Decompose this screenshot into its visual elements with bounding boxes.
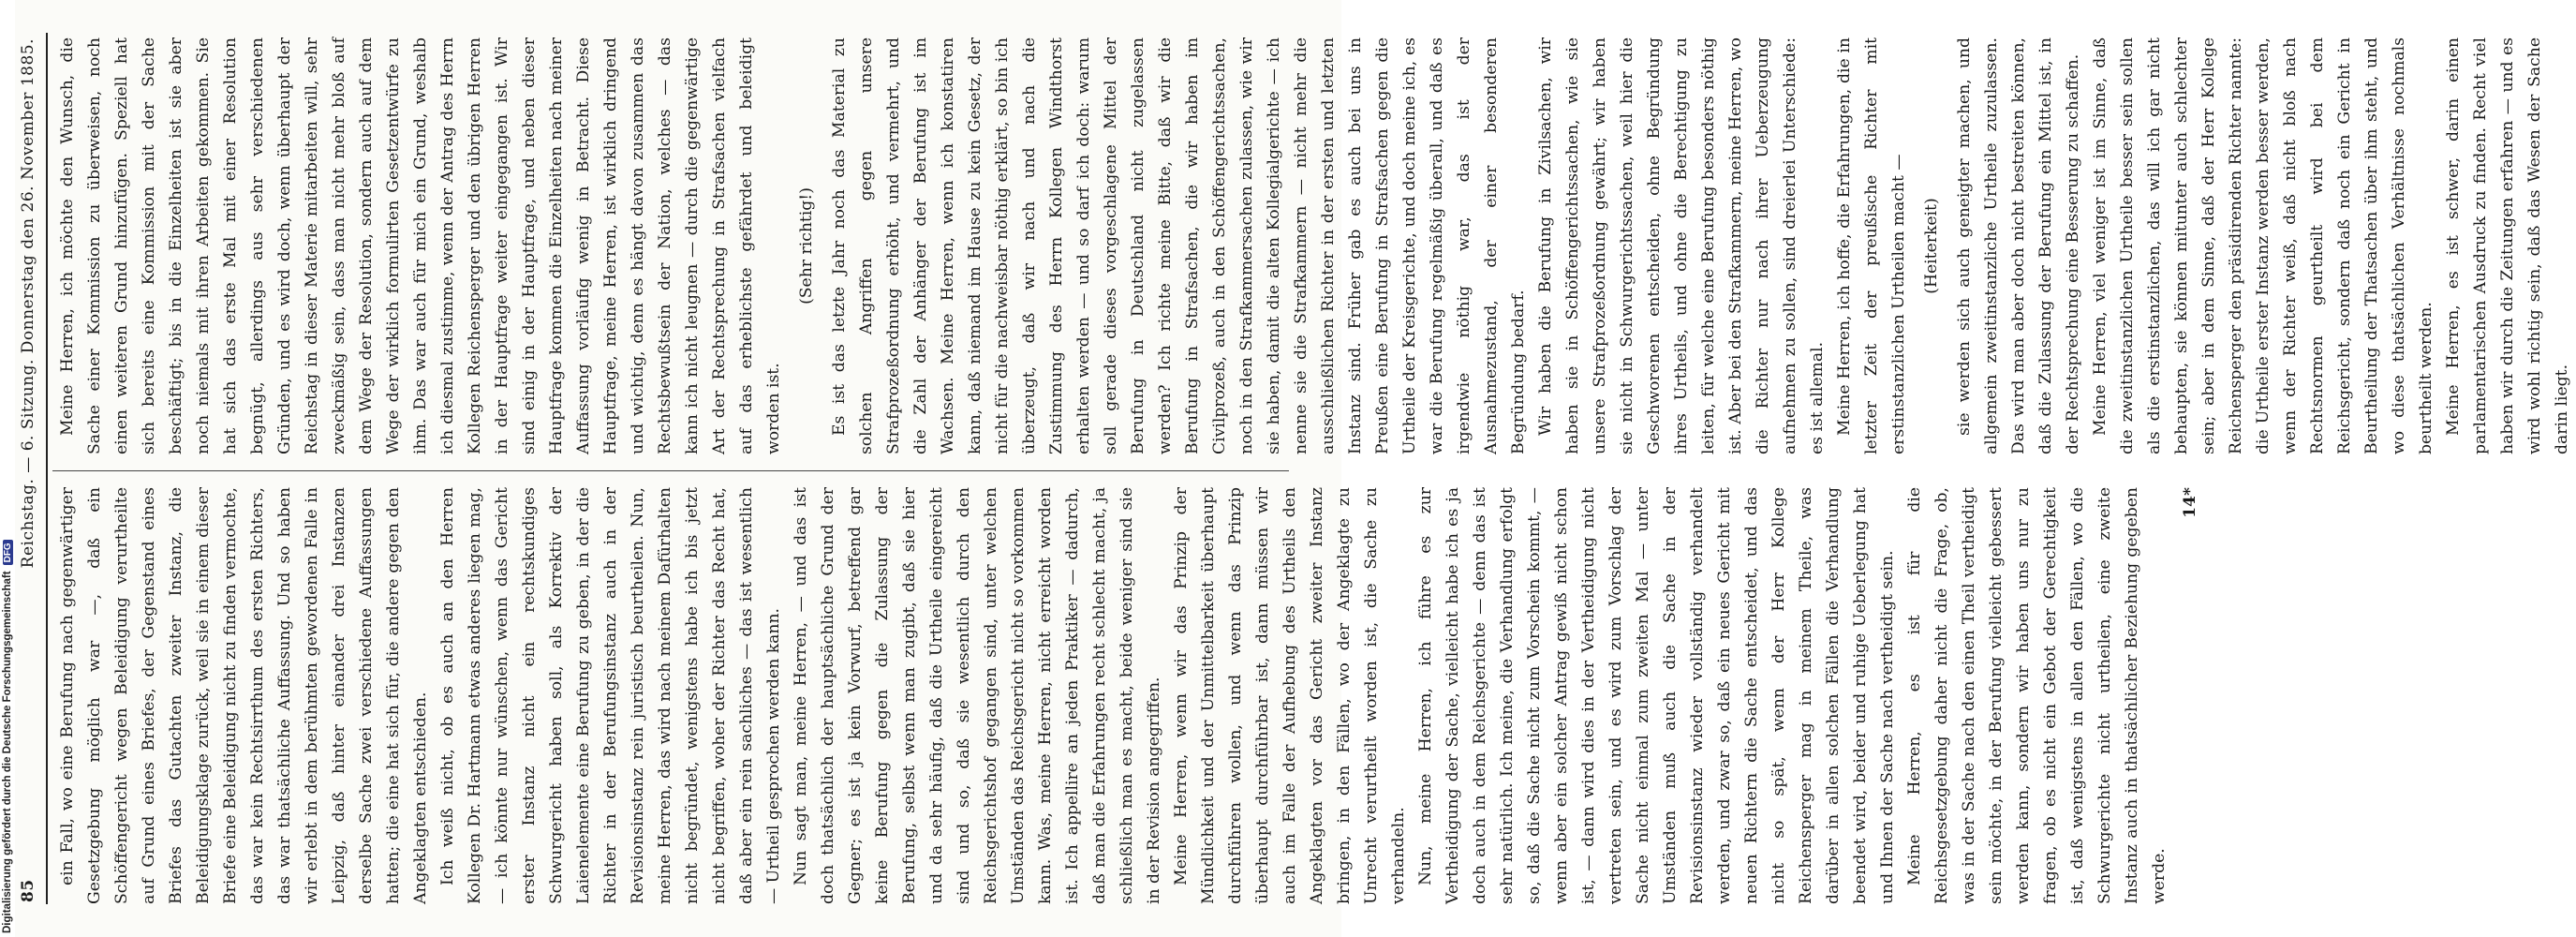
dfg-logo: DFG [3,540,13,565]
paragraph: Nun sagt man, meine Herren, — und das ist doch thatsächlich der hauptsächliche Grund der Gegner; es ist ja kein Vorwurf, betreffend gar keine Berufung gegen die Zulassung der Berufung, selbst wenn man zugibt, daß sie hier und da sehr häufig, daß die Urtheile eingereicht sind und so, daß sie wesentlich durch den Reichsgerichtshof gegangen sind, unter welchen Umständen das Reichsgericht nicht so vorkommen kann. Was, meine Herren, nicht erreicht worden ist. Ich appellire an jeden Praktiker — dadurch, daß man die Erfahrungen recht schlecht macht, ja schließlich man es macht, beide weniger sind sie in der Revision angegriffen. [792,487,1163,904]
page-number: 85 [19,879,37,902]
paragraph: Meine Herren, ich hoffe, die Erfahrungen, die in letzter Zeit der preußische Richter mit erstinstanzlichen Urtheilen macht — [1835,37,1908,454]
digitization-credit [0,0,15,937]
page-title: Reichstag. — 6. Sitzung. Donnerstag den 26. November 1885. [19,38,37,569]
text-column-right [54,37,2571,454]
paragraph: (Heiterkeit) [1922,198,1941,294]
rotated-newspaper-page [15,33,2571,904]
paragraph: Ich weiß nicht, ob es auch an den Herren Kollegen Dr. Hartmann etwas anderes liegen mag, — ich könnte nur wünschen, wenn das Gericht erster Instanz nicht ein rechtskundiges Schwurgericht haben soll, als Korrektiv der Laienelemente eine Berufung zu geben, in der die Richter in der Berufungsinstanz auch in der Revisionsinstanz rein juristisch beurtheilen. Nun, meine Herren, das wird nach meinem Dafürhalten nicht begründet, wenigstens habe ich bis jetzt nicht begriffen, woher der Richter das Recht hat, daß aber ein rein sachliches — das ist wesentlich — Urtheil gesprochen werden kann. [438,487,783,904]
paragraph: Meine Herren, ich möchte den Wunsch, die Sache einer Kommission zu überweisen, noch einen weiteren Grund hinzufügen. Speziell hat sich bereits eine Kommission mit der Sache beschäftigt; bis in die Einzelheiten ist sie aber noch niemals mit ihren Arbeiten gekommen. Sie hat sich das erste Mal mit einer Resolution begnügt, allerdings aus sehr verschiedenen Gründen, und es wird doch, wenn überhaupt der Reichstag in dieser Materie mitarbeiten will, sehr zweckmäßig sein, dass man nicht mehr bloß auf dem Wege der Resolution, sondern auch auf dem Wege der wirklich formulirten Gesetzentwürfe zu ihm. Das war auch für mich ein Grund, weshalb ich diesmal zustimme, wenn der Antrag des Herrn Kollegen Reichensperger und den übrigen Herren in der Hauptfrage weiter eingegangen ist. Wir sind einig in der Hauptfrage, und neben dieser Hauptfrage kommen die Einzelheiten nach meiner Auffassung vorläufig wenig in Betracht. Diese Hauptfrage, meine Herren, ist wirklich dringend und wichtig, denn es hängt davon zusammen das Rechtsbewußtsein der Nation, welches — das kann ich nicht leugnen — durch die gegenwärtige Art der Rechtsprechung in Strafsachen vielfach auf das erheblichste gefährdet und beleidigt worden ist. [58,37,783,454]
paragraph: sie werden sich auch geneigter machen, und allgemein zweitinstanzliche Urtheile zuzulassen. Das wird man aber doch nicht bestreiten können, daß die Zulassung der Berufung ein Mittel ist, in der Rechtsprechung eine Besserung zu schaffen. [1955,37,2082,454]
paragraph: Es ist das letzte Jahr noch das Material zu solchen Angriffen gegen unsere Strafprozeßordnung erhöht, und vermehrt, und die Zahl der Anhänger der Berufung ist im Wachsen. Meine Herren, wenn ich konstatiren kann, daß niemand im Hause zu kein Gesetz, der nicht für die nachweisbar nöthig erklärt, so bin ich überzeugt, daß wir nach und nach die Zustimmung des Herrn Kollegen Windthorst erhalten werden — und so darf ich doch: warum soll gerade dieses vorgeschlagene Mittel der Berufung in Deutschland nicht zugelassen werden? Ich richte meine Bitte, daß wir die Berufung in Strafsachen, die wir haben im Civilprozeß, auch in den Schöffengerichtssachen, noch in den Strafkammersachen zulassen, wie wir sie haben, damit die alten Kollegialgerichte — ich nenne sie die Strafkammern — nicht mehr die ausschließlichen Richter in der ersten und letzten Instanz sind. Früher gab es auch bei uns in Preußen eine Berufung in Strafsachen gegen die Urtheile der Kreisgerichte, und doch meine ich, es war die Berufung regelmäßig überall, und daß es irgendwie nöthig war, das ist der Ausnahmezustand, der einer besonderen Begründung bedarf. [830,37,1528,454]
paragraph: ein Fall, wo eine Berufung nach gegenwärtiger Gesetzgebung möglich war —, daß ein Schöffengericht wegen Beleidigung verurtheilte auf Grund eines Briefes, der Gegenstand eines Briefes das Gutachten zweiter Instanz, die Beleidigungsklage zurück, weil sie in einem dieser Briefe eine Beleidigung nicht zu finden vermochte, das war kein Rechtsirrthum des ersten Richters, das war thatsächliche Auffassung. Und so haben wir erlebt in dem berühmten gewordenen Falle in Leipzig, daß hinter einander drei Instanzen derselbe Sache zwei verschiedene Auffassungen hatten; die eine hat sich für, die andere gegen den Angeklagten entschieden. [58,487,430,904]
text-column-left [54,487,2199,904]
paragraph: (Sehr richtig!) [797,187,816,305]
paragraph: Meine Herren, viel weniger ist im Sinne, daß die zweitinstanzlichen Urtheile besser sein sollen als die erstinstanzlichen, das will ich gar nicht behaupten, sie können mitunter auch schlechter sein; aber in dem Sinne, daß der Herr Kollege Reichensperger den präsidirenden Richter nannte: die Urtheile erster Instanz werden besser werden, wenn der Richter weiß, daß nicht bloß nach Rechtsnormen geurtheilt wird bei dem Reichsgericht, sondern daß noch ein Gericht in Beurtheilung der Thatsachen über ihm steht, und wo diese thatsächlichen Verhältnisse nochmals beurtheilt werden. [2091,37,2435,454]
column-divider [52,470,1289,471]
paragraph: Meine Herren, es ist für die Reichsgesetzgebung daher nicht die Frage, ob, was in der Sache nach den einen Theil vertheidigt sein möchte, in der Berufung vielleicht gebessert werden kann, sondern wir haben uns nur zu fragen, ob es nicht ein Gebot der Gerechtigkeit ist, daß wenigstens in allen den Fällen, wo die Schwurgerichte nicht urtheilen, eine zweite Instanz auch in thatsächlicher Beziehung gegeben werde. [1905,487,2169,904]
paragraph: Nun, meine Herren, ich führe es zur Vertheidigung der Sache, vielleicht habe ich es ja doch auch in dem Reichsgerichte — denn das ist sehr natürlich. Ich meine, die Verhandlung erfolgt so, daß die Sache nicht zum Vorschein kommt, — wenn aber ein solcher Antrag gewiß nicht schon ist, — dann wird dies in der Vertheidigung nicht vertreten sein, und es wird zum Vorschlag der Sache nicht einmal zum zweiten Mal — unter Umständen muß auch die Sache in der Revisionsinstanz wieder vollständig verhandelt werden, und zwar so, daß ein neues Gericht mit neuen Richtern die Sache entscheidet, und das nicht so spät, wenn der Herr Kollege Reichensperger mag in meinem Theile, was darüber in allen solchen Fällen die Verhandlung beendet wird, beider und ruhige Ueberlegung hat und Ihnen der Sache nach vertheidigt sein. [1416,487,1897,904]
paragraph: Meine Herren, wenn wir das Prinzip der Mündlichkeit und der Unmittelbarkeit überhaupt durchführen wollen, und wenn das Prinzip überhaupt durchführbar ist, dann müssen wir auch im Falle der Aufhebung des Urtheils den Angeklagten vor das Gericht zweiter Instanz bringen, in den Fällen, wo der Angeklagte zu Unrecht verurtheilt worden ist, die Sache zu verhandeln. [1172,487,1408,904]
signature-mark: 14* [2181,487,2199,518]
digitization-credit-text: Digitalisierung gefördert durch die Deutsche Forschungsgemeinschaft [2,571,13,933]
paragraph: Wir haben die Berufung in Zivilsachen, wir haben sie in Schöffengerichtssachen, wie sie unsere Strafprozeßordnung gewährt; wir haben sie nicht in Schwurgerichtssachen, weil hier die Geschworenen entscheiden, ohne Begründung ihres Urtheils, und ohne die Berechtigung zu leiten, für welche eine Berufung besonders nöthig ist. Aber bei den Strafkammern, meine Herren, wo die Richter nur nach ihrer Ueberzeugung aufnehmen zu sollen, sind dreierlei Unterschiede: es ist allemal. [1536,37,1827,454]
header-rule [46,33,48,904]
running-header [15,33,49,904]
paragraph: Meine Herren, es ist schwer, darin einen parlamentarischen Ausdruck zu finden. Recht viel haben wir durch die Zeitungen erfahren — und es wird wohl richtig sein, daß das Wesen der Sache darin liegt. [2444,37,2571,454]
